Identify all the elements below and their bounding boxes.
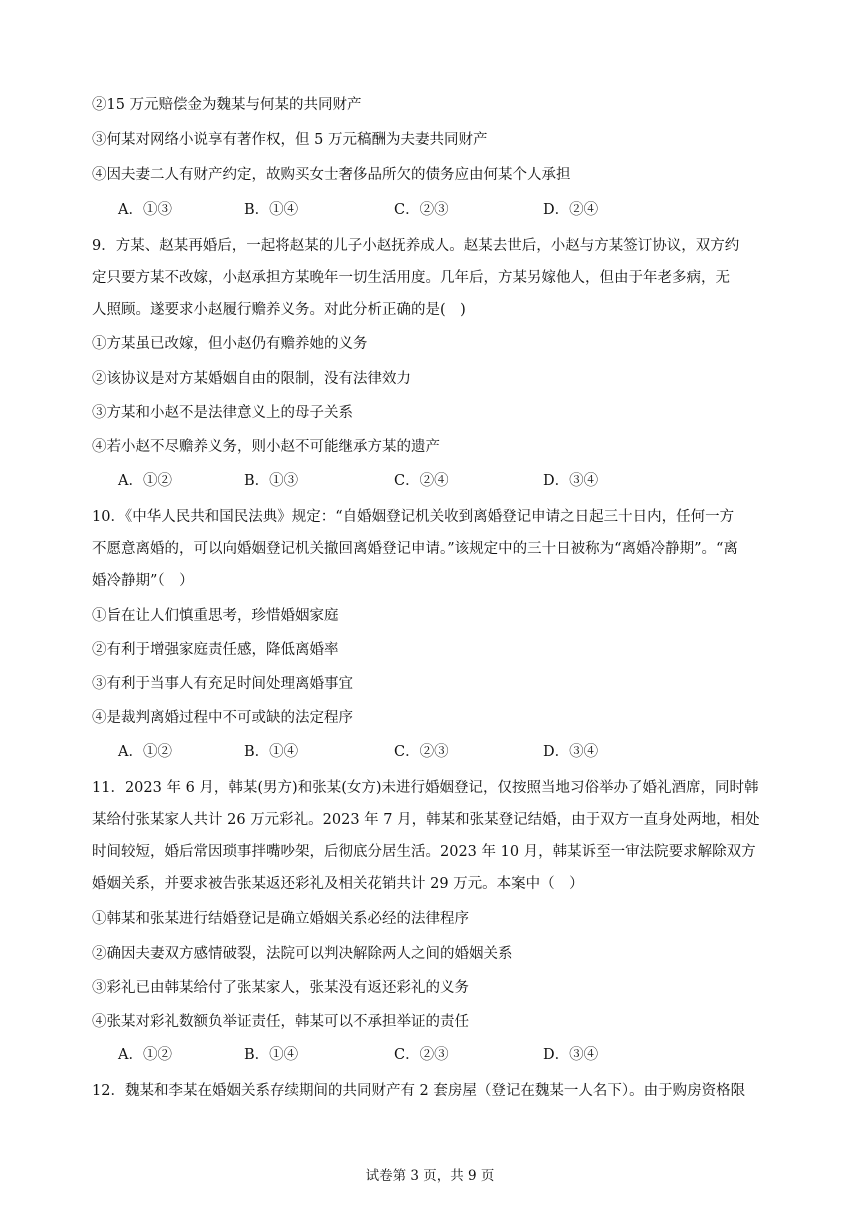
q9-stem-line-1: 9．方某、赵某再婚后，一起将赵某的儿子小赵抚养成人。赵某去世后，小赵与方某签订协议，双方约: [92, 238, 740, 254]
q8-option-c: C．②③: [394, 202, 449, 218]
q12-stem-line-1: 12．魏某和李某在婚姻关系存续期间的共同财产有 2 套房屋（登记在魏某一人名下）。由于购房资格限: [92, 1083, 746, 1099]
q10-item-2: ②有利于增强家庭责任感，降低离婚率: [92, 642, 339, 658]
q9-item-4: ④若小赵不尽赡养义务，则小赵不可能继承方某的遗产: [92, 439, 440, 455]
q11-options: [0, 1045, 860, 1065]
q10-option-b: B．①④: [244, 744, 299, 760]
q9-option-d: D．③④: [543, 473, 599, 489]
q10-stem-line-2: 不愿意离婚的，可以向婚姻登记机关撤回离婚登记申请。”该规定中的三十日被称为“离婚冷静期”。“离: [92, 541, 738, 557]
q11-item-1: ①韩某和张某进行结婚登记是确立婚姻关系必经的法律程序: [92, 911, 469, 927]
q8-item-4: ④因夫妻二人有财产约定，故购买女士奢侈品所欠的债务应由何某个人承担: [92, 167, 571, 183]
q8-option-d: D．②④: [543, 202, 599, 218]
q11-stem-line-3: 时间较短，婚后常因琐事拌嘴吵架，后彻底分居生活。2023 年 10 月，韩某诉至一审法院要求解除双方: [92, 844, 756, 860]
q8-options: [0, 200, 860, 220]
q9-option-b: B．①③: [244, 473, 299, 489]
q11-item-4: ④张某对彩礼数额负举证责任，韩某可以不承担举证的责任: [92, 1014, 469, 1030]
q11-option-a: A．①②: [118, 1047, 172, 1063]
q10-item-4: ④是裁判离婚过程中不可或缺的法定程序: [92, 710, 353, 726]
q10-option-c: C．②③: [394, 744, 449, 760]
q9-option-c: C．②④: [394, 473, 449, 489]
q8-option-b: B．①④: [244, 202, 299, 218]
q11-stem-line-1: 11．2023 年 6 月，韩某(男方)和张某(女方)未进行婚姻登记，仅按照当地习俗举办了婚礼酒席，同时韩: [92, 780, 759, 796]
q9-item-1: ①方某虽已改嫁，但小赵仍有赡养她的义务: [92, 336, 368, 352]
q9-options: [0, 471, 860, 491]
q10-options: [0, 742, 860, 762]
q9-stem-line-2: 定只要方某不改嫁，小赵承担方某晚年一切生活用度。几年后，方某另嫁他人，但由于年老多病，无: [92, 270, 730, 286]
page-footer: 试卷第 3 页，共 9 页: [365, 1168, 495, 1184]
q9-stem-line-3: 人照顾。遂要求小赵履行赡养义务。对此分析正确的是( ): [92, 302, 466, 318]
q10-item-1: ①旨在让人们慎重思考，珍惜婚姻家庭: [92, 608, 339, 624]
q11-option-b: B．①④: [244, 1047, 299, 1063]
q8-item-2: ②15 万元赔偿金为魏某与何某的共同财产: [92, 97, 362, 113]
q11-stem-line-4: 婚姻关系，并要求被告张某返还彩礼及相关花销共计 29 万元。本案中（ ）: [92, 876, 584, 892]
q10-item-3: ③有利于当事人有充足时间处理离婚事宜: [92, 676, 353, 692]
q10-option-d: D．③④: [543, 744, 599, 760]
q11-option-c: C．②③: [394, 1047, 449, 1063]
q10-option-a: A．①②: [118, 744, 172, 760]
q9-option-a: A．①②: [118, 473, 172, 489]
q11-option-d: D．③④: [543, 1047, 599, 1063]
q11-item-3: ③彩礼已由韩某给付了张某家人，张某没有返还彩礼的义务: [92, 980, 469, 996]
q8-item-3: ③何某对网络小说享有著作权，但 5 万元稿酬为夫妻共同财产: [92, 132, 488, 148]
q11-item-2: ②确因夫妻双方感情破裂，法院可以判决解除两人之间的婚姻关系: [92, 946, 513, 962]
q11-stem-line-2: 某给付张某家人共计 26 万元彩礼。2023 年 7 月，韩某和张某登记结婚，由于双方一直身处两地，相处: [92, 812, 760, 828]
q8-option-a: A．①③: [118, 202, 172, 218]
q9-item-3: ③方某和小赵不是法律意义上的母子关系: [92, 405, 353, 421]
q10-stem-line-1: 10．《中华人民共和国民法典》规定：“自婚姻登记机关收到离婚登记申请之日起三十日内，任何一方: [92, 509, 735, 525]
q10-stem-line-3: 婚冷静期”（ ）: [92, 573, 194, 589]
q9-item-2: ②该协议是对方某婚姻自由的限制，没有法律效力: [92, 371, 411, 387]
